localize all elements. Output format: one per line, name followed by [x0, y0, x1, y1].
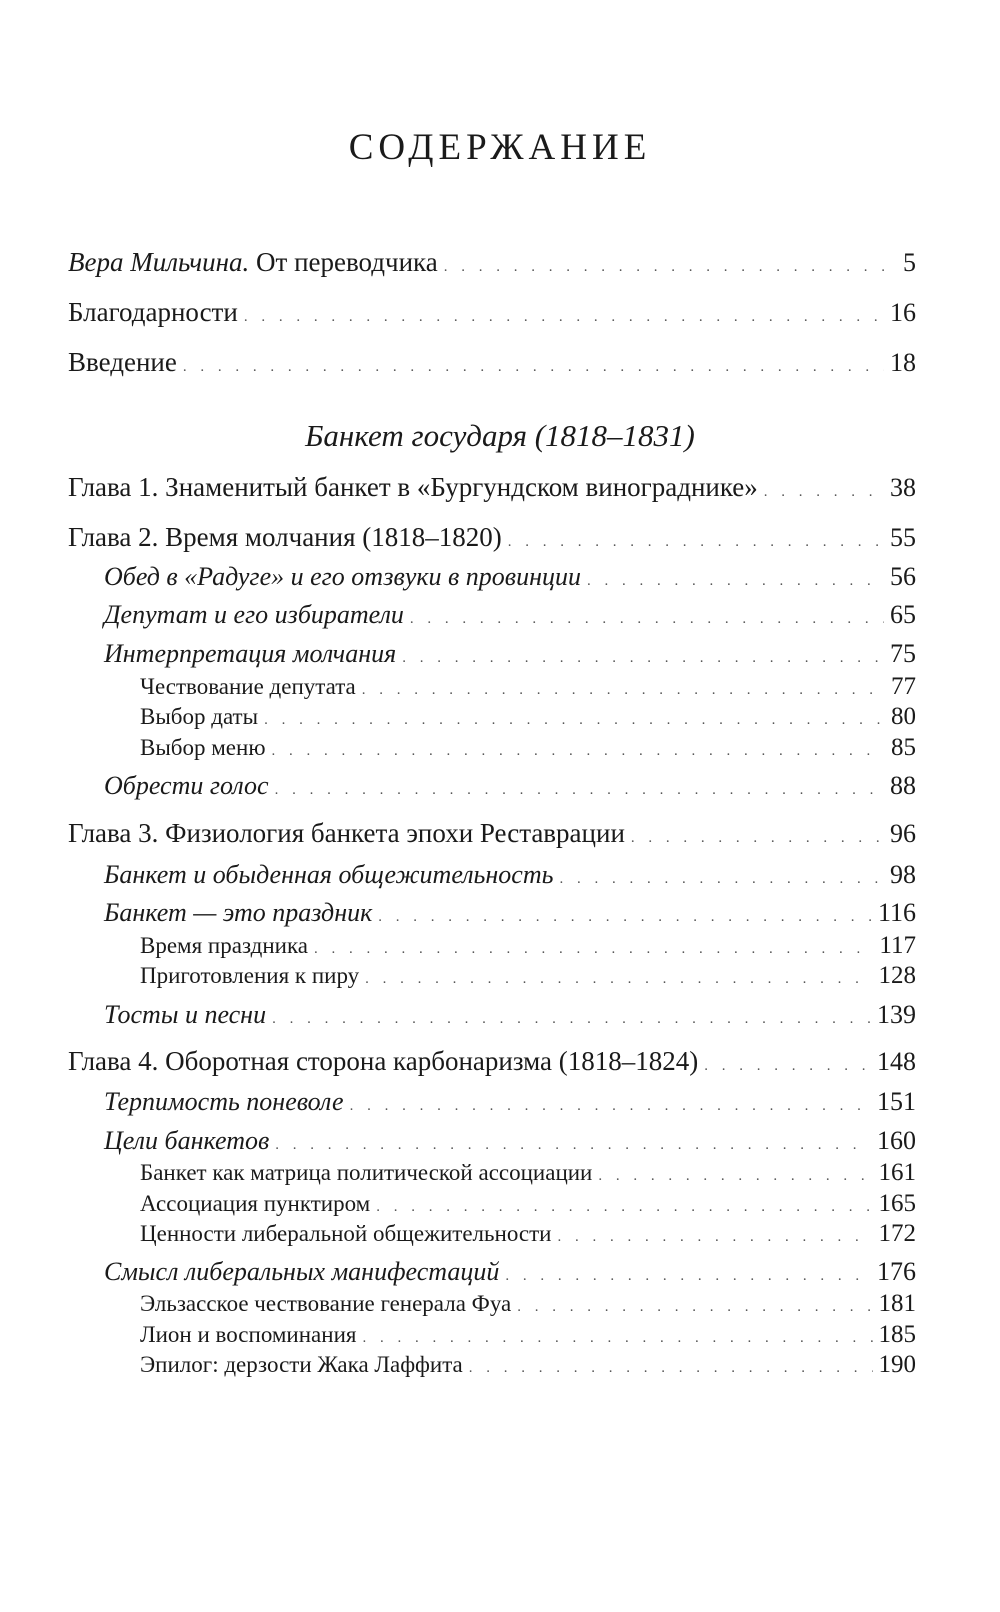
toc-entry-page: 128: [878, 962, 916, 989]
toc-entry-label: Введение: [68, 347, 177, 377]
toc-entry-label: Чествование депутата: [140, 674, 356, 699]
toc-entry-page: 172: [878, 1220, 916, 1247]
toc-entry-page: 116: [877, 898, 916, 927]
toc-section[interactable]: [104, 769, 916, 807]
toc-entry-label: Приготовления к пиру: [140, 963, 360, 988]
toc-entry-page: 56: [890, 562, 916, 591]
toc-entry-page: 160: [877, 1126, 916, 1155]
toc-entry-label: Тосты и песни: [104, 1000, 267, 1029]
toc-entry-page: 139: [877, 1000, 916, 1029]
toc-chapter-2[interactable]: [68, 520, 916, 559]
dot-leader: [587, 564, 884, 598]
toc-entry-label: Глава 4. Оборотная сторона карбонаризма (1818–1824): [68, 1046, 699, 1076]
toc-entry-label: Глава 1. Знаменитый банкет в «Бургундском винограднике»: [68, 472, 758, 502]
toc-entry-label: Ассоциация пунктиром: [140, 1191, 371, 1216]
dot-leader: [365, 962, 872, 996]
dot-leader: [272, 1002, 871, 1036]
toc-entry-label: Благодарности: [68, 297, 238, 327]
toc-entry-label: Глава 3. Физиология банкета эпохи Реставрации: [68, 818, 625, 848]
part-heading: Банкет государя (1818–1831): [305, 418, 695, 453]
toc-subsection[interactable]: [140, 1217, 916, 1254]
toc-entry-label: Смысл либеральных манифестаций: [104, 1257, 500, 1286]
toc-entry-page: 190: [878, 1351, 916, 1378]
dot-leader: [469, 1351, 873, 1385]
toc-entry-page: 80: [891, 703, 916, 730]
toc-entry-label: Банкет — это праздник: [104, 898, 373, 927]
toc-entry-page: 16: [890, 298, 916, 327]
toc-entry-label: Эпилог: дерзости Жака Лаффита: [140, 1352, 463, 1377]
toc-entry-page: 96: [890, 819, 916, 848]
toc-entry-page: 165: [878, 1190, 916, 1217]
toc-chapter-1[interactable]: [68, 470, 916, 509]
toc-entry-page: 98: [890, 860, 916, 889]
toc-entry-acknowledgements[interactable]: [68, 295, 916, 334]
dot-leader: [244, 300, 884, 334]
dot-leader: [704, 1049, 871, 1083]
dot-leader: [557, 1220, 872, 1254]
dot-leader: [272, 734, 885, 768]
toc-subsection[interactable]: [140, 731, 916, 768]
toc-entry-page: 55: [890, 523, 916, 552]
toc-entry-author: Вера Мильчина.: [68, 247, 250, 277]
toc-entry-label: Выбор даты: [140, 704, 259, 729]
toc-entry-label: Интерпретация молчания: [104, 639, 397, 668]
dot-leader: [631, 821, 884, 855]
toc-entry-page: 185: [878, 1321, 916, 1348]
toc-entry-label: Глава 2. Время молчания (1818–1820): [68, 522, 502, 552]
dot-leader: [350, 1089, 871, 1123]
dot-leader: [559, 862, 884, 896]
toc-entry-translator[interactable]: [68, 245, 916, 284]
toc-section[interactable]: [104, 598, 916, 636]
toc-entry-label: Обрести голос: [104, 771, 269, 800]
dot-leader: [410, 602, 884, 636]
toc-entry-page: 176: [877, 1257, 916, 1286]
toc-entry-label: Лион и воспоминания: [140, 1322, 357, 1347]
toc-entry-page: 151: [877, 1087, 916, 1116]
toc-entry-page: 181: [878, 1290, 916, 1317]
page-title: СОДЕРЖАНИЕ: [348, 127, 652, 168]
toc-entry-page: 85: [891, 734, 916, 761]
toc-entry-page: 148: [877, 1047, 916, 1076]
dot-leader: [183, 350, 884, 384]
toc-entry-label: Банкет как матрица политической ассоциации: [140, 1160, 593, 1185]
toc-entry-label: Депутат и его избиратели: [104, 600, 404, 629]
toc-section[interactable]: [104, 1085, 916, 1123]
toc-entry-page: 65: [890, 600, 916, 629]
toc-entry-page: 77: [891, 673, 916, 700]
toc-entry-page: 88: [890, 771, 916, 800]
toc-entry-page: 161: [878, 1159, 916, 1186]
toc-entry-page: 117: [879, 932, 916, 959]
toc-section[interactable]: [104, 998, 916, 1036]
toc-chapter-4[interactable]: [68, 1044, 916, 1083]
dot-leader: [275, 773, 884, 807]
toc-section[interactable]: [104, 560, 916, 598]
toc-subsection[interactable]: [140, 1348, 916, 1385]
toc-entry-label: Эльзасское чествование генерала Фуа: [140, 1291, 512, 1316]
toc-entry-label: Вера Мильчина. От переводчика: [68, 247, 438, 277]
toc-entry-label: Банкет и обыденная общежительность: [104, 860, 554, 889]
toc-entry-label: Выбор меню: [140, 735, 266, 760]
toc-entry-label: Цели банкетов: [104, 1126, 270, 1155]
toc-entry-label: Ценности либеральной общежительности: [140, 1221, 552, 1246]
toc-entry-label: Время праздника: [140, 933, 308, 958]
dot-leader: [764, 475, 884, 509]
dot-leader: [508, 525, 884, 559]
toc-entry-page: 18: [890, 348, 916, 377]
toc-entry-page: 38: [890, 473, 916, 502]
toc-chapter-3[interactable]: [68, 816, 916, 855]
toc-entry-introduction[interactable]: [68, 345, 916, 384]
dot-leader: [444, 250, 897, 284]
toc-entry-label: Обед в «Радуге» и его отзвуки в провинции: [104, 562, 581, 591]
toc-entry-page: 75: [890, 639, 916, 668]
toc-entry-label: Терпимость поневоле: [104, 1087, 344, 1116]
toc-subsection[interactable]: [140, 959, 916, 996]
toc-section[interactable]: [104, 858, 916, 896]
toc-entry-page: 5: [903, 248, 916, 277]
